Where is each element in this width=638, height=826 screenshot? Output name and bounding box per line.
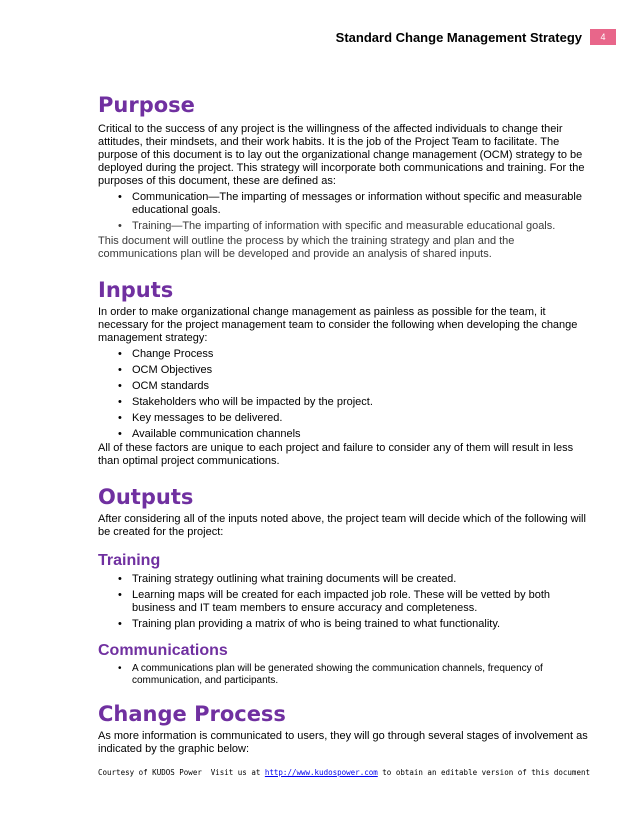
footer-visit-prefix: Visit us at [210, 768, 265, 777]
purpose-intro: Critical to the success of any project is the willingness of the affected individuals to change their attitudes, their mindsets, and their work habits. It is the job of the Project Team to facilitate. The purpose of this document is to lay out the organizational change management (OCM) strategy to be deployed during the project. This strategy will incorporate both communications and training. For the purposes of this document, these are defined as: [98, 123, 585, 187]
change-process-heading: Change Process [98, 702, 286, 726]
inputs-intro: In order to make organizational change management as painless as possible for the team, it necessary for the project management team to consider the following when developing the change management strategy: [98, 306, 578, 344]
list-item: • Training plan providing a matrix of who is being trained to what functionality. [98, 618, 590, 631]
list-item: • Available communication channels [98, 428, 590, 441]
purpose-outro: This document will outline the process by which the training strategy and plan and the communications plan will be developed and provide an analysis of shared inputs. [98, 235, 515, 260]
purpose-list [98, 191, 590, 233]
list-item: • Stakeholders who will be impacted by the project. [98, 396, 590, 409]
footer-credit: Courtesy of KUDOS Power [98, 768, 202, 777]
list-item: • OCM standards [98, 380, 590, 393]
list-item: • Key messages to be delivered. [98, 412, 590, 425]
communications-heading: Communications [98, 642, 228, 659]
list-item: • Communication—The imparting of messages or information without specific and measurable educational goals. [98, 191, 590, 217]
list-item: • OCM Objectives [98, 364, 590, 377]
document-title: Standard Change Management Strategy [335, 30, 582, 45]
list-item: • A communications plan will be generated showing the communication channels, frequency of communication, and participants. [98, 663, 590, 687]
inputs-list [98, 348, 590, 441]
training-heading: Training [98, 552, 161, 569]
list-item: • Learning maps will be created for each impacted job role. These will be vetted by both business and IT team members to ensure accuracy and completeness. [98, 589, 590, 615]
communications-list [98, 663, 590, 687]
training-list [98, 573, 590, 631]
page-header [0, 27, 638, 47]
inputs-outro: All of these factors are unique to each project and failure to consider any of them will result in less than optimal project communications. [98, 442, 574, 467]
footer-visit [211, 768, 590, 777]
page-number-badge: 4 [590, 29, 616, 45]
outputs-heading: Outputs [98, 485, 194, 509]
list-item: • Change Process [98, 348, 590, 361]
inputs-heading: Inputs [98, 278, 174, 302]
footer-visit-suffix: to obtain an editable version of this document [377, 768, 590, 777]
purpose-heading: Purpose [98, 93, 195, 117]
outputs-intro: After considering all of the inputs noted above, the project team will decide which of the following will be created for the project: [98, 513, 586, 538]
document-body [98, 92, 590, 756]
list-item: • Training strategy outlining what training documents will be created. [98, 573, 590, 586]
kudos-website-link[interactable]: http://www.kudospower.com [264, 768, 378, 777]
change-process-intro: As more information is communicated to users, they will go through several stages of involvement as indicated by the graphic below: [98, 730, 588, 755]
list-item: • Training—The imparting of information with specific and measurable educational goals. [98, 220, 590, 233]
